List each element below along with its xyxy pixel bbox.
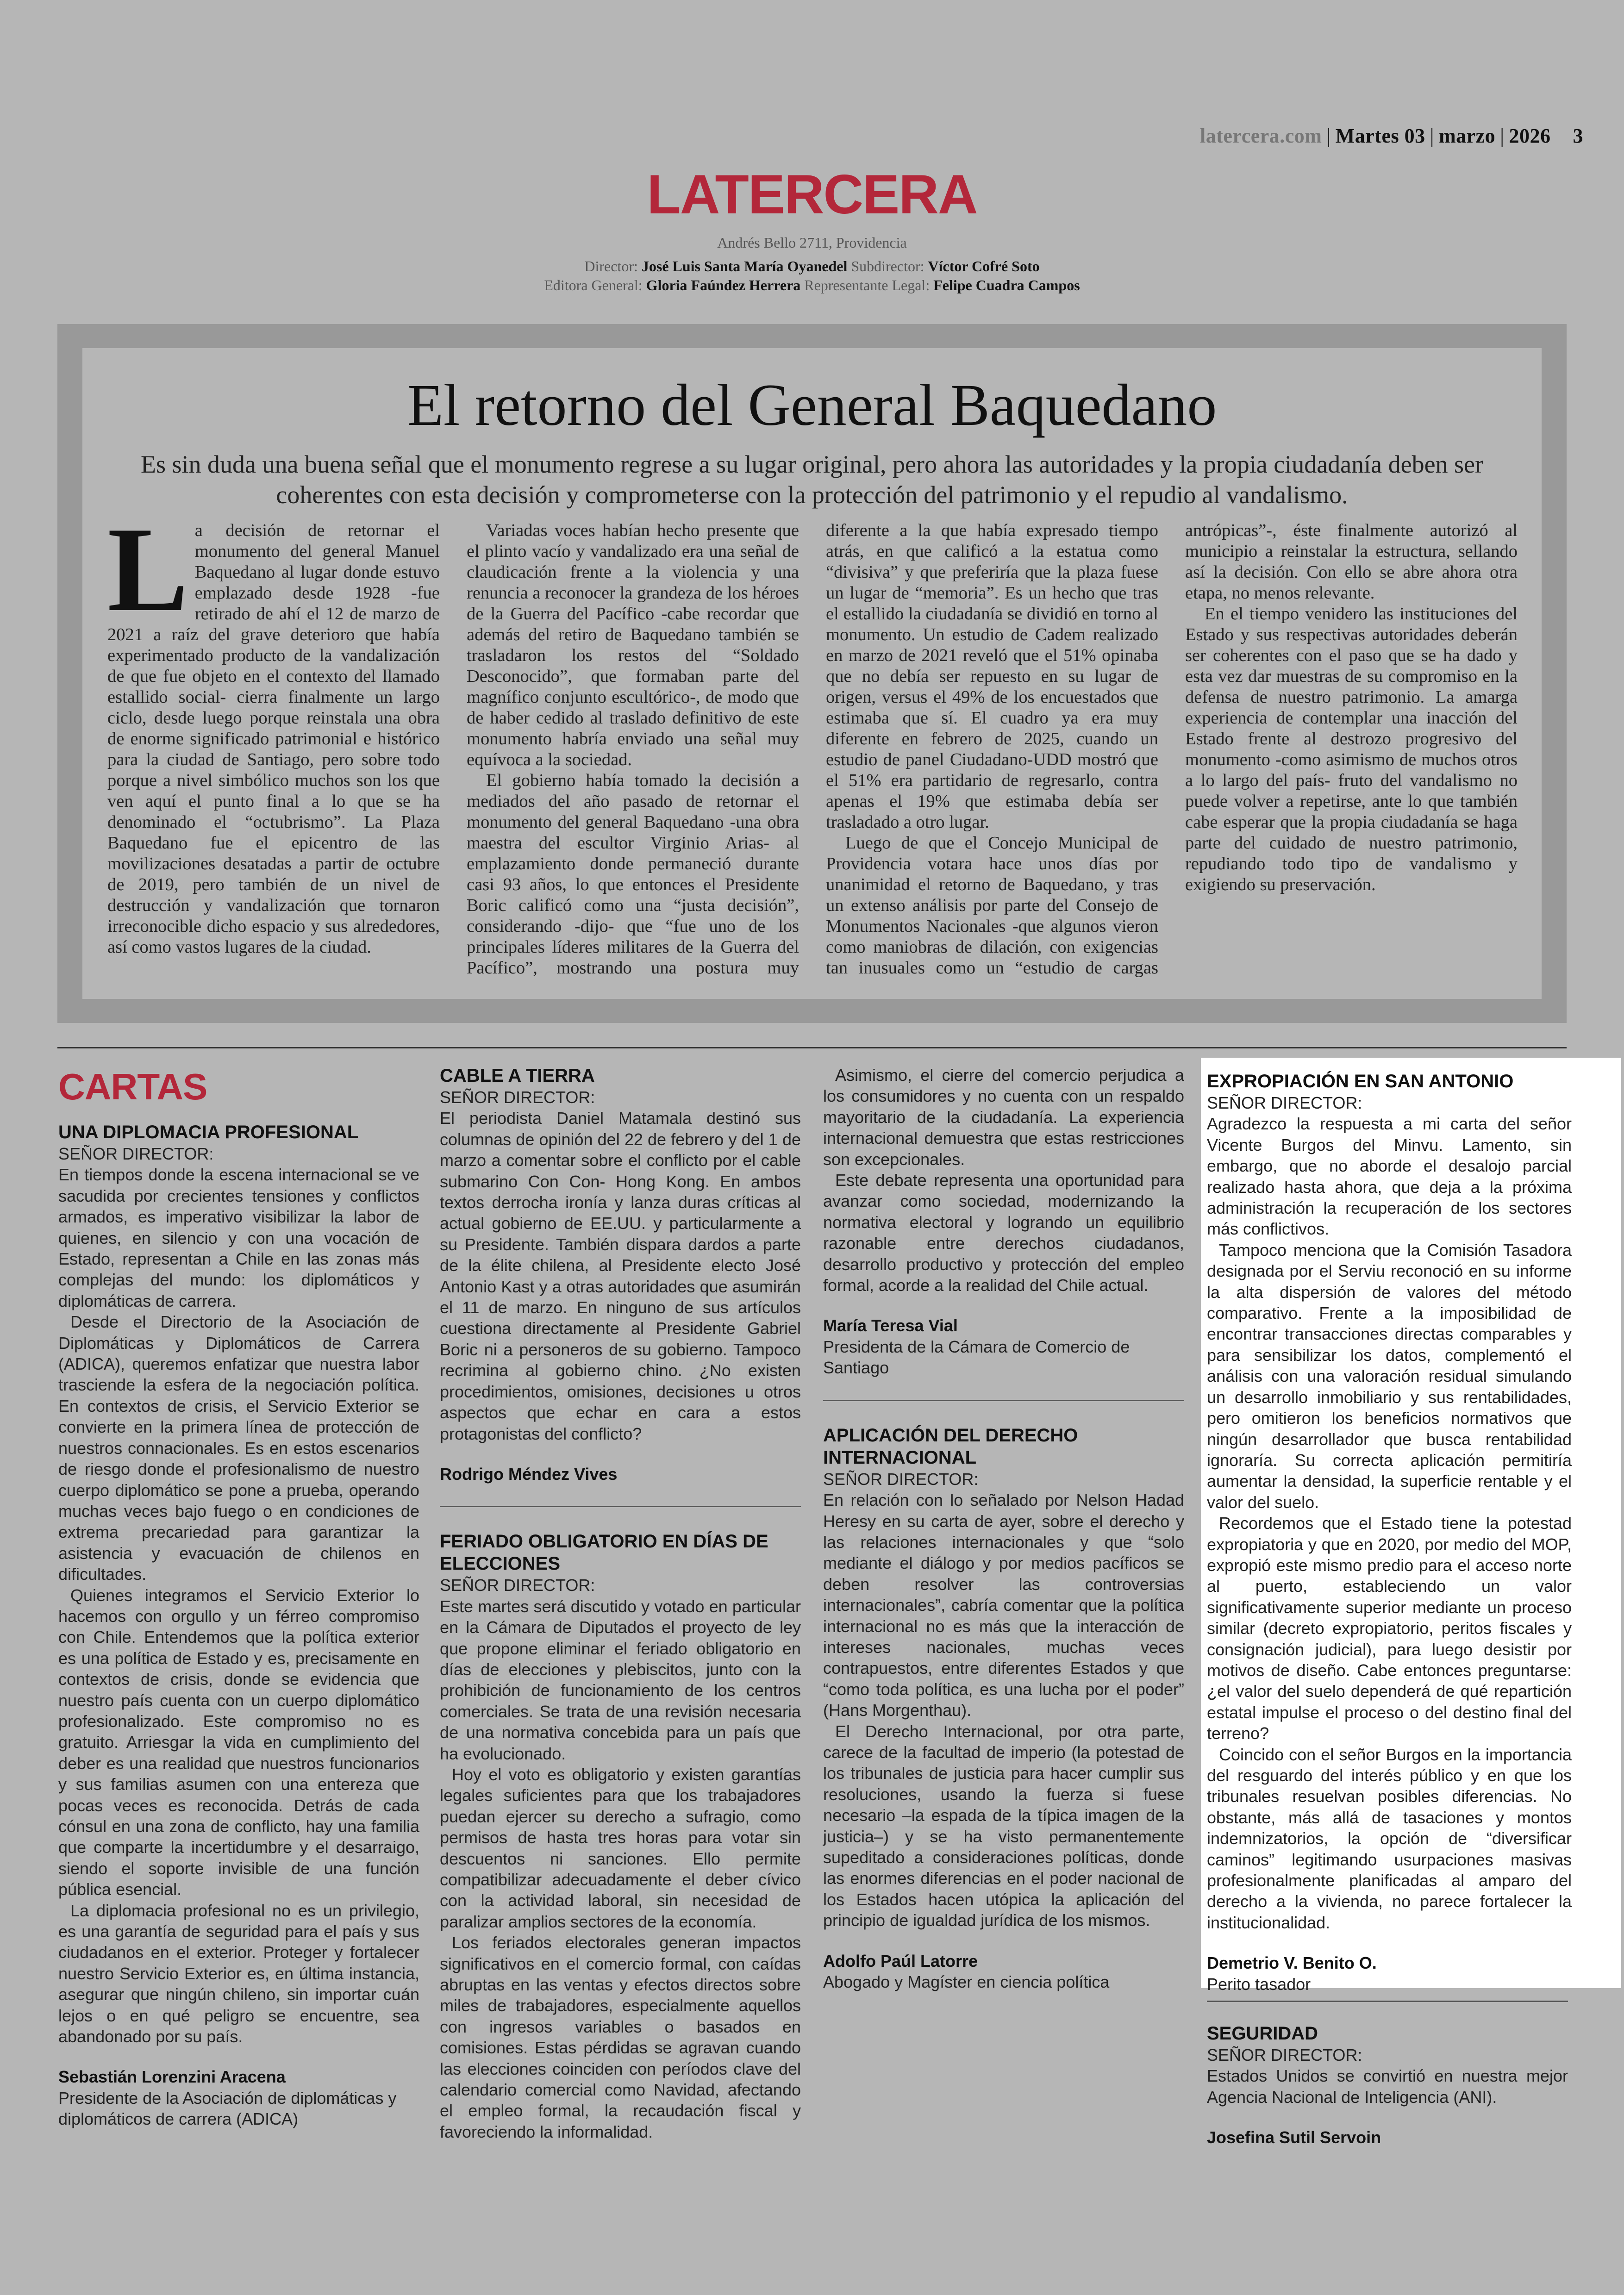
representante-name: Felipe Cuadra Campos [933,277,1080,293]
letter-salutation: SEÑOR DIRECTOR: [440,1576,595,1595]
signer-name: Josefina Sutil Servoin [1207,2128,1381,2147]
letter-paragraph: El Derecho Internacional, por otra parte, carece de la facultad de imperio (la potestad de los tribunales de justicia para hacer cumplir sus resoluciones, usando la fuerza si fuese necesario –la espada de la típica imagen de la justicia–) y se ha visto permanentemente supeditado a consideraciones políticas, donde las enormes diferencias en el poder nacional de los Estados hacen utópica la aplicación del principio de igualdad jurídica de los mismos. [823,1721,1184,1930]
letter-paragraph: Asimismo, el cierre del comercio perjudica a los consumidores y no cuenta con un respaldo mayoritario de la ciudadanía. La experiencia internacional demuestra que estas restricciones son excepcionales. [823,1066,1184,1169]
letter-signature [1207,2127,1568,2148]
subdirector-name: Víctor Cofré Soto [928,258,1040,274]
letter-paragraph: En tiempos donde la escena internacional se ve sacudida por crecientes tensiones y conflictos armados, es imperativo visibilizar la labor de quienes, en silencio y con una vocación de Estado, representan a Chile en las zonas más complejas del mundo: los diplomáticos y diplomáticas de carrera. [58,1165,419,1310]
folio-separator: | [1500,125,1505,147]
folio-day: Martes 03 [1335,125,1425,147]
letter-divider [440,1506,801,1507]
section-divider [57,1047,1567,1048]
editorial-paragraph [107,502,440,958]
letter-paragraph: Este debate representa una oportunidad para avanzar como sociedad, modernizando la normativa electoral y logrando un equilibrio razonable entre derechos ciudadanos, desarrollo productivo y protección del empleo formal, acorde a la realidad del Chile actual. [823,1171,1184,1295]
letter-title: APLICACIÓN DEL DERECHO INTERNACIONAL [823,1425,1078,1468]
editora-name: Gloria Faúndez Herrera [646,277,801,293]
letters-column-4-lower [1207,2001,1568,2148]
letter-paragraph: Tampoco menciona que la Comisión Tasadora designada por el Serviu reconoció en su informe la alta dispersión de valores del método comparativo. Frente a la imposibilidad de encontrar transacciones directas comparables y para sensibilizar los datos, complementó el análisis con una valoración residual simulando un desarrollo inmobiliario y sus rentabilidades, pero omitieron los beneficios normativos que ningún desarrollador que busca rentabilidad ignoraría. Su correcta aplicación permitiría aumentar la densidad, la superficie rentable y el valor del suelo. [1207,1240,1572,1512]
cartas-section-title: CARTAS [58,1066,207,1107]
editorial-paragraph: Luego de que el Concejo Municipal de Providencia votara hace unos días por unanimidad el retorno de Baquedano, y tras un extenso análisis por parte del Consejo de Monumentos Nacionales -que algunos vieron como maniobras de dilación, con exigencias tan inusuales como un “estudio de cargas antrópicas”-, éste finalmente autorizó al municipio a reinstalar la estructura, sellando así la decisión. Con ello se abre ahora otra etapa, no menos relevante. [826,521,1518,978]
letter-title: SEGURIDAD [1207,2023,1318,2044]
letter-divider [823,1400,1184,1401]
masthead [0,163,1624,294]
letters-column-1 [58,1065,419,2130]
letter-salutation: SEÑOR DIRECTOR: [58,1144,214,1163]
letter-paragraph: La diplomacia profesional no es un privilegio, es una garantía de seguridad para el país y sus ciudadanos en el exterior. Proteger y fortalecer nuestro Servicio Exterior es, en última instancia, asegurar que ningún chileno, sin importar cuán lejos o en qué peligro se encuentre, sea abandonado por su país. [58,1901,419,2046]
letter-salutation: SEÑOR DIRECTOR: [1207,2046,1362,2064]
letter-paragraph: Recordemos que el Estado tiene la potestad expropiatoria y que en 2020, por medio del MOP, expropió este mismo predio para el acceso norte al puerto, estableciendo un valor significativamente superior mediante un proceso similar (decreto expropiatorio, peritos fiscales y consignación judicial), para luego desistir por motivos de diseño. Cabe entonces preguntarse: ¿el valor del suelo dependerá de qué repartición estatal impulse el proceso o del destino final del terreno? [1207,1514,1572,1743]
letter-salutation: SEÑOR DIRECTOR: [440,1088,595,1107]
subdirector-label: Subdirector: [851,258,924,274]
editorial-paragraph: El gobierno había tomado la decisión a mediados del año pasado de retornar el monumento del general Baquedano -una obra maestra del escultor Virginio Arias- al emplazamiento donde permaneció durante casi 93 años, lo que entonces el Presidente Boric calificó como una “justa decisión”, considerando -dijo- que “fue uno de los principales líderes militares de la Guerra del Pacífico”, mostrando una postura muy diferente a la que había expresado tiempo atrás, en que calificó a la estatua como “divisiva” y que preferiría que la plaza fuese un lugar de “memoria”. Es un hecho que tras el estallido la ciudadanía se dividió en torno al monumento. Un estudio de Cadem realizado en marzo de 2021 reveló que el 51% opinaba que no debía ser repuesto en su lugar de origen, versus el 49% de los encuestados que estimaba que sí. El cuadro ya era muy diferente en febrero de 2025, cuando un estudio de panel Ciudadano-UDD mostró que el 51% era partidario de regresarlo, contra apenas el 19% que estimaba debía ser trasladado a otro lugar. [467,521,1158,978]
editorial-paragraph: Variadas voces habían hecho presente que el plinto vacío y vandalizado era una señal de claudicación frente a la violencia y una renuncia a reconocer la grandeza de los héroes de la Guerra del Pacífico -cabe recordar que además del retiro de Baquedano también se trasladaron los restos del “Soldado Desconocido”, que formaban parte del magnífico conjunto escultórico-, de modo que de haber cedido al traslado definitivo de este monumento habría enviado una señal muy equívoca a la sociedad. [467,521,799,769]
letters-column-4 [1207,1070,1572,1995]
letter-signature [440,1464,801,1484]
folio-month: marzo [1438,125,1496,147]
letters-column-3 [823,1065,1184,1992]
editorial-paragraph: En el tiempo venidero las instituciones del Estado y sus respectivas autoridades deberán ser coherentes con el paso que se ha dado y esta vez dar muestras de su compromiso en la defensa de nuestro patrimonio. La amarga experiencia de contemplar una inacción del Estado frente al destrozo progresivo del monumento -como asimismo de muchos otros a lo largo del país- fruto del vandalismo no puede volver a repetirse, ante lo que también cabe esperar que la propia ciudadanía se haga parte del cuidado de nuestro patrimonio, repudiando todo tipo de vandalismo y exigiendo su preservación. [1185,604,1518,894]
letter-paragraph: Estados Unidos se convirtió en nuestra mejor Agencia Nacional de Inteligencia (ANI). [1207,2066,1568,2107]
signer-name: Demetrio V. Benito O. [1207,1953,1377,1973]
letter-paragraph: Hoy el voto es obligatorio y existen garantías legales suficientes para que los trabajadores puedan ejercer su derecho a sufragio, como permisos de hasta tres horas para votar sin descuentos ni sanciones. Ello permite compatibilizar adecuadamente el deber cívico con la actividad laboral, sin necesidad de paralizar amplios sectores de la economía. [440,1765,801,1931]
letter-paragraph: Agradezco la respuesta a mi carta del señor Vicente Burgos del Minvu. Lamento, sin embargo, que no aborde el desalojo parcial realizado hasta ahora, que deja a la próxima administración la recuperación de los sectores más conflictivos. [1207,1114,1572,1239]
page-number: 3 [1573,125,1583,147]
letter-paragraph: Desde el Directorio de la Asociación de Diplomáticas y Diplomáticos de Carrera (ADICA), queremos enfatizar que nuestra labor trasciende la esfera de la negociación política. En contextos de crisis, el Servicio Exterior se convierte en la primera línea de protección de nuestros connacionales. Es en estos escenarios de riesgo donde el profesionalismo de nuestro cuerpo diplomático se pone a prueba, operando muchas veces bajo fuego o en condiciones de extrema precariedad para garantizar la asistencia y evacuación de chilenos en dificultades. [58,1312,419,1584]
drop-cap: L [107,502,188,636]
letter-title: EXPROPIACIÓN EN SAN ANTONIO [1207,1071,1514,1091]
letter-divider [1207,2001,1568,2002]
editora-label: Editora General: [544,277,643,293]
letter-title: UNA DIPLOMACIA PROFESIONAL [58,1122,359,1142]
letter-signature [823,1951,1184,1993]
letter-signature [58,2066,419,2129]
director-label: Director: [584,258,638,274]
director-name: José Luis Santa María Oyanedel [641,258,848,274]
folio-separator: | [1326,125,1331,147]
editorial-deck: Es sin duda una buena señal que el monumento regrese a su lugar original, pero ahora las autoridades y la propia ciudadanía deben ser coherentes con esta decisión y comprometerse con la protección del patrimonio y el repudio al vandalismo. [141,450,1483,509]
signer-name: Adolfo Paúl Latorre [823,1951,978,1971]
editorial-body [107,502,1518,988]
masthead-staff-line-2 [0,277,1624,294]
signer-role: Abogado y Magíster en ciencia política [823,1972,1110,1992]
editorial-title: El retorno del General Baquedano [407,372,1217,438]
editorial-frame [57,324,1567,1023]
letters-column-2 [440,1065,801,2142]
signer-role: Perito tasador [1207,1974,1311,1994]
letter-salutation: SEÑOR DIRECTOR: [1207,1093,1362,1112]
editorial-paragraph-text: a decisión de retornar el monumento del general Manuel Baquedano al lugar donde estuvo emplazado desde 1928 -fue retirado de ahí el 12 de marzo de 2021 a raíz del grave deterioro que había experimentado producto de la vandalización de que fue objeto en el contexto del llamado estallido social- cierra finalmente un largo ciclo, desde luego porque reinstala una obra de enorme significado patrimonial e histórico para la ciudad de Santiago, pero sobre todo porque a nivel simbólico muchos son los que ven aquí el punto final a lo que se ha denominado el “octubrismo”. La Plaza Baquedano fue el epicentro de las movilizaciones desatadas a partir de octubre de 2019, pero también de un nivel de destrucción y vandalización que tornaron irreconocible dicho espacio y sus alrededores, así como vastos lugares de la ciudad. [107,521,440,957]
signer-name: María Teresa Vial [823,1316,958,1335]
letter-paragraph: Quienes integramos el Servicio Exterior lo hacemos con orgullo y un férreo compromiso con Chile. Entendemos que la política exterior es una política de Estado y es, precisamente en contextos de crisis, donde se evidencia que nuestro país cuenta con un cuerpo diplomático profesionalizado. Este compromiso no es gratuito. Arriesgar la vida en cumplimiento del deber es una realidad que nuestros funcionarios y sus familias asumen con una entereza que pocas veces es reconocida. Detrás de cada cónsul en una zona de conflicto, hay una familia que comparte la incertidumbre y el desarraigo, siendo el soporte invisible de una función pública esencial. [58,1585,419,1899]
site-name[interactable]: latercera.com [1200,125,1322,147]
signer-name: Sebastián Lorenzini Aracena [58,2067,286,2087]
signer-role: Presidente de la Asociación de diplomáticas y diplomáticos de carrera (ADICA) [58,2088,397,2129]
masthead-staff-line-1 [0,258,1624,275]
newspaper-logo: LATERCERA [647,163,977,225]
editorial-card [82,348,1542,999]
letter-paragraph: En relación con lo señalado por Nelson Hadad Heresy en su carta de ayer, sobre el derecho y las relaciones internacionales y que “solo mediante el diálogo y por medios pacíficos se deben resolver las controversias internacionales”, cabría comentar que la política internacional no es más que la interacción de intereses nacionales, muchas veces contrapuestos, entre diferentes Estados y que “como toda política, es una lucha por el poder” (Hans Morgenthau). [823,1491,1184,1720]
signer-name: Rodrigo Méndez Vives [440,1464,618,1484]
letter-salutation: SEÑOR DIRECTOR: [823,1469,979,1489]
masthead-address: Andrés Bello 2711, Providencia [717,234,907,251]
letter-paragraph: Coincido con el señor Burgos en la importancia del resguardo del interés público y en que los tribunales resuelvan posibles diferencias. No obstante, más allá de tasaciones y montos indemnizatorios, la opción de “diversificar caminos” legitimando usurpaciones masivas profesionalmente planificadas al amparo del derecho a la vivienda, no parece fortalecer la institucionalidad. [1207,1745,1572,1932]
letter-paragraph: El periodista Daniel Matamala destinó sus columnas de opinión del 22 de febrero y del 1 de marzo a comentar sobre el conflicto por el cable submarino Con Con- Hong Kong. En ambos textos derrocha ironía y lanza duras críticas al actual gobierno de EE.UU. y particularmente a su Presidente. También dispara dardos a parte de la élite chilena, al Presidente electo José Antonio Kast y a otras autoridades que asumirán el 11 de marzo. En ninguno de sus artículos cuestiona directamente al Presidente Gabriel Boric ni a personeros de su gobierno. Tampoco recrimina al gobierno chino. ¿No existen procedimientos, omisiones, decisiones u otros aspectos que echar en cara a estos protagonistas del conflicto? [440,1109,801,1443]
letter-paragraph: Los feriados electorales generan impactos significativos en el comercio formal, con caídas abruptas en las ventas y efectos directos sobre miles de trabajadores, especialmente aquellos con ingresos variables o basados en comisiones. Estas pérdidas se agravan cuando las elecciones coinciden con períodos clave del calendario comercial como Navidad, afectando el empleo formal, la recaudación fiscal y favoreciendo la informalidad. [440,1933,801,2141]
letter-signature [1207,1952,1572,1995]
letter-paragraph: Este martes será discutido y votado en particular en la Cámara de Diputados el proyecto de ley que propone eliminar el feriado obligatorio en días de elecciones y plebiscitos, junto con la prohibición de funcionamiento de los centros comerciales. Se trata de una revisión necesaria de una normativa concebida para un país que ha evolucionado. [440,1597,801,1763]
letter-signature [823,1315,1184,1378]
signer-role: Presidenta de la Cámara de Comercio de Santiago [823,1337,1130,1378]
folio-separator: | [1430,125,1434,147]
representante-label: Representante Legal: [804,277,930,293]
folio-year: 2026 [1509,125,1551,147]
letter-title: CABLE A TIERRA [440,1066,595,1086]
page-folio [1200,124,1583,148]
letter-title: FERIADO OBLIGATORIO EN DÍAS DE ELECCIONES [440,1531,768,1574]
